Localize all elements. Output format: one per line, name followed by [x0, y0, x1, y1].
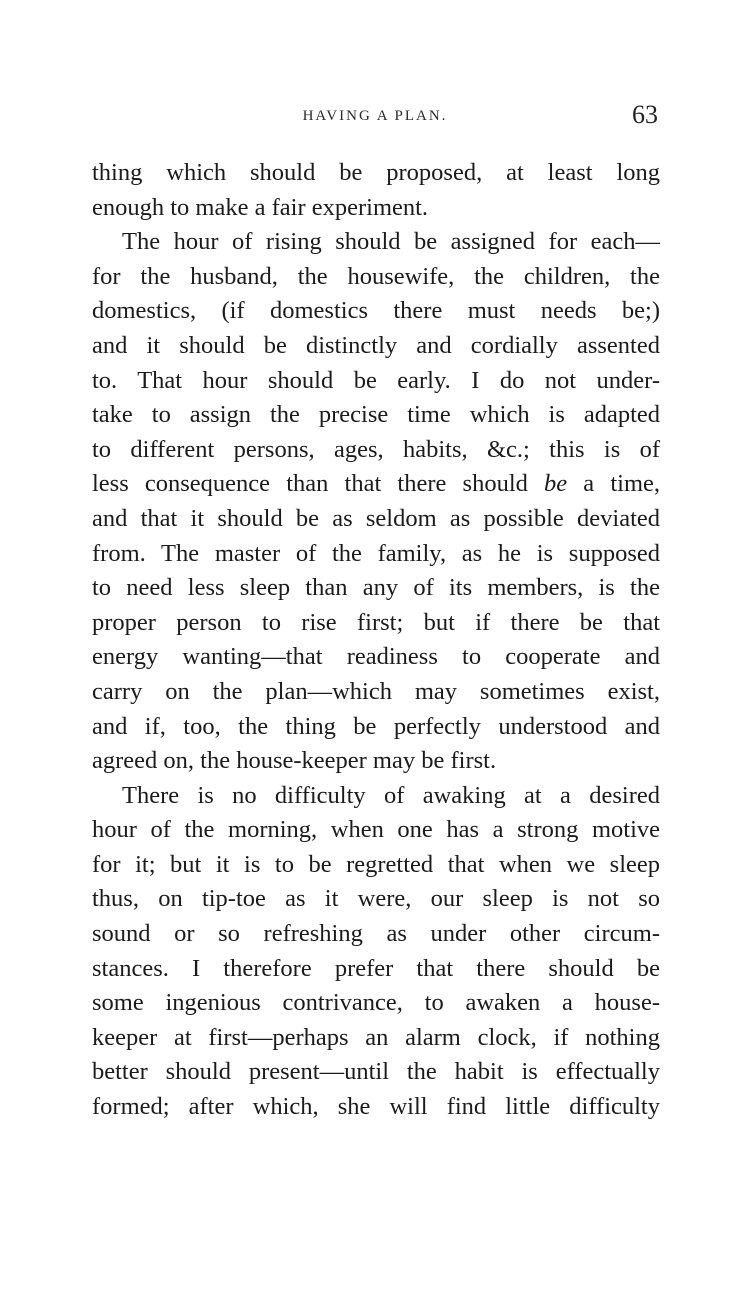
running-title: HAVING A PLAN. — [302, 108, 448, 124]
page-number: 63 — [632, 100, 658, 129]
text-line — [92, 467, 660, 502]
text-line: take to assign the precise time which is adapted — [92, 401, 660, 429]
emphasized-word: be — [544, 470, 568, 498]
text-line: to different persons, ages, habits, &c.; this is of — [92, 435, 660, 463]
text-line: and it should be distinctly and cordially assented — [92, 331, 660, 359]
page-header — [90, 100, 660, 136]
text-line: carry on the plan—which may sometimes exist, — [92, 677, 660, 705]
text-line: domestics, (if domestics there must needs be;) — [92, 297, 660, 325]
text-line: from. The master of the family, as he is supposed — [92, 539, 660, 567]
text-line: better should present—until the habit is effectually — [92, 1058, 660, 1086]
text-line: hour of the morning, when one has a strong motive — [92, 816, 660, 844]
text-line: for the husband, the housewife, the children, the — [92, 262, 660, 290]
text-line: stances. I therefore prefer that there should be — [92, 954, 660, 982]
text-line: energy wanting—that readiness to cooperate and — [92, 643, 660, 671]
text-segment: less consequence than that there should — [92, 470, 545, 498]
text-line: proper person to rise first; but if there be that — [92, 608, 660, 636]
text-line: agreed on, the house-keeper may be first. — [92, 747, 497, 775]
text-line: and if, too, the thing be perfectly understood and — [92, 712, 660, 740]
text-line: to. That hour should be early. I do not under- — [92, 366, 660, 394]
text-line: sound or so refreshing as under other circum- — [92, 920, 660, 948]
body-text — [92, 156, 660, 1125]
text-line: for it; but it is to be regretted that when we sleep — [92, 850, 660, 878]
text-segment: a time, — [567, 470, 660, 498]
text-line: There is no difficulty of awaking at a desired — [122, 781, 660, 809]
text-line: thing which should be proposed, at least long — [92, 159, 660, 186]
text-line: some ingenious contrivance, to awaken a house- — [92, 989, 660, 1017]
text-line: formed; after which, she will find little difficulty — [92, 1093, 660, 1121]
text-line: keeper at first—perhaps an alarm clock, if nothing — [92, 1023, 660, 1051]
text-line: to need less sleep than any of its members, is the — [92, 574, 660, 602]
text-line: and that it should be as seldom as possible deviated — [92, 504, 660, 532]
text-line: enough to make a fair experiment. — [92, 193, 429, 221]
text-line: The hour of rising should be assigned for each— — [122, 228, 660, 256]
text-line: thus, on tip-toe as it were, our sleep is not so — [92, 885, 660, 913]
